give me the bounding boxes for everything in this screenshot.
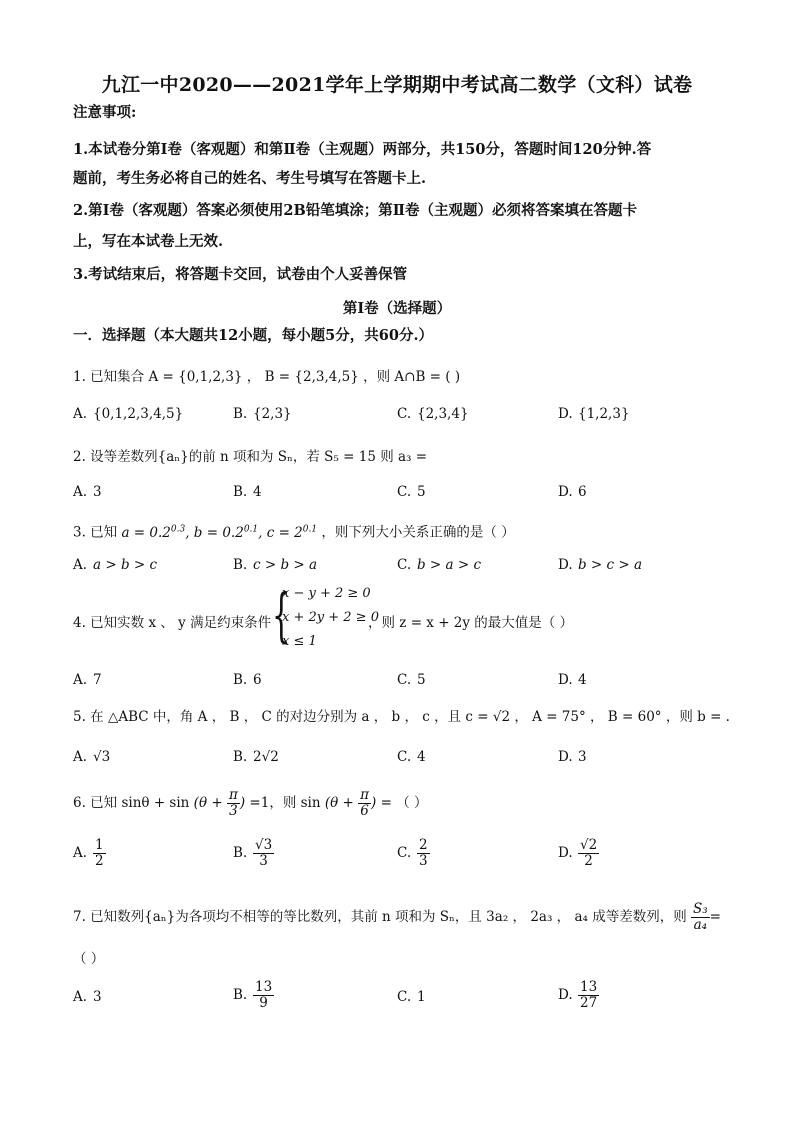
q4-option-b[interactable] [233, 672, 262, 688]
option-text: b > c > a [578, 557, 643, 573]
notes-heading: 注意事项: [73, 104, 137, 121]
option-label: D. [558, 986, 573, 1003]
q6-option-c[interactable] [397, 838, 430, 869]
q4-stem-post: ，则 z = x + 2y 的最大值是（ ） [368, 615, 574, 631]
option-text: {2,3} [253, 406, 292, 422]
option-label: B. [233, 672, 248, 688]
q1-option-c[interactable] [397, 406, 469, 422]
option-text: 4 [578, 672, 587, 688]
option-text: {2,3,4} [417, 406, 469, 422]
note-3: 3.考试结束后，将答题卡交回，试卷由个人妥善保管 [73, 266, 408, 283]
option-label: C. [397, 406, 412, 422]
option-text: 1 [417, 989, 426, 1005]
question-6-stem [73, 788, 428, 819]
q3-option-b[interactable] [233, 557, 317, 573]
q3-formula: $a = 0.2^{0.3}$, $b = 0.2^{0.1}$, $c = 2^{0.1}$ [121, 524, 318, 541]
q3-stem-pre: 3. 已知 [73, 524, 118, 541]
q4-option-c[interactable] [397, 672, 426, 688]
option-label: B. [233, 844, 248, 861]
q6-arg-1: (θ + $\frac{\pi}{3}$ ) [193, 787, 246, 819]
q3-option-c[interactable] [397, 557, 481, 573]
question-3-stem [73, 518, 515, 544]
constraint-1: x − y + 2 ≥ 0 [282, 586, 371, 601]
option-text: 5 [417, 672, 426, 688]
q6-option-a[interactable] [73, 838, 106, 869]
q3-stem-post: ，则下列大小关系正确的是（ ） [321, 524, 515, 541]
option-fraction: $\frac{13}{9}$ [255, 979, 273, 1011]
option-label: C. [397, 749, 412, 765]
option-label: D. [558, 672, 573, 688]
left-brace: { [272, 581, 291, 649]
q7-option-b[interactable] [233, 980, 274, 1011]
option-label: A. [73, 672, 88, 688]
option-fraction: $\frac{1}{2}$ [95, 837, 104, 869]
option-label: B. [233, 484, 248, 500]
option-label: C. [397, 672, 412, 688]
option-label: B. [233, 557, 248, 573]
note-2-line-2: 上，写在本试卷上无效. [73, 233, 224, 250]
option-text: √3 [93, 749, 111, 765]
q5-option-b[interactable] [233, 749, 279, 765]
question-5-stem: 5. 在 △ABC 中，角 A ， B ， C 的对边分别为 a ， b ， c ，且 c = √2 ， A = 75° ， B = 60° ，则 b = . [73, 709, 730, 725]
option-text: 3 [93, 484, 102, 500]
option-text: 6 [578, 484, 587, 500]
q4-option-d[interactable] [558, 672, 587, 688]
q1-option-d[interactable] [558, 406, 630, 422]
option-text: 6 [253, 672, 262, 688]
option-label: B. [233, 406, 248, 422]
q5-option-d[interactable] [558, 749, 587, 765]
q7-fraction: $\frac{\text{S₃}}{\text{a₄}}$ [693, 901, 708, 933]
note-1-line-2: 题前，考生务必将自己的姓名、考生号填写在答题卡上. [73, 170, 427, 187]
option-label: C. [397, 484, 412, 500]
question-7-stem [73, 902, 721, 933]
q6-option-b[interactable] [233, 838, 274, 869]
option-text: {1,2,3} [578, 406, 630, 422]
part-title: 一．选择题（本大题共12小题，每小题5分，共60分.） [73, 327, 433, 344]
q1-option-a[interactable] [73, 406, 183, 422]
option-fraction: $\frac{2}{3}$ [419, 837, 428, 869]
q3-option-d[interactable] [558, 557, 642, 573]
option-text: c > b > a [253, 557, 318, 573]
option-label: A. [73, 989, 88, 1005]
note-1-line-1: 1.本试卷分第Ⅰ卷（客观题）和第Ⅱ卷（主观题）两部分，共150分，答题时间120分钟.答 [73, 141, 652, 158]
option-text: 4 [253, 484, 262, 500]
option-text: {0,1,2,3,4,5} [93, 406, 184, 422]
q6-option-d[interactable] [558, 838, 599, 869]
question-1-stem: 1. 已知集合 A = {0,1,2,3} ， B = {2,3,4,5} ，则 A∩B = ( ) [73, 369, 461, 385]
note-2-line-1: 2.第Ⅰ卷（客观题）答案必须使用2B铅笔填涂；第Ⅱ卷（主观题）必须将答案填在答题卡 [73, 202, 637, 219]
question-2-stem: 2. 设等差数列{aₙ}的前 n 项和为 Sₙ，若 S₅ = 15 则 a₃ = [73, 449, 428, 465]
q6-stem-pre: 6. 已知 sinθ + sin [73, 794, 190, 811]
option-text: a > b > c [93, 557, 158, 573]
option-text: 3 [93, 989, 102, 1005]
section-title: 第Ⅰ卷（选择题） [342, 300, 452, 317]
option-text: b > a > c [417, 557, 482, 573]
q7-paren: （ ） [73, 951, 105, 967]
exam-title: 九江一中2020——2021学年上学期期中考试高二数学（文科）试卷 [101, 74, 693, 96]
option-label: D. [558, 749, 573, 765]
option-label: A. [73, 406, 88, 422]
q2-option-a[interactable] [73, 484, 102, 500]
q2-option-d[interactable] [558, 484, 587, 500]
option-label: C. [397, 844, 412, 861]
option-text: 2√2 [253, 749, 279, 765]
option-fraction: $\frac{√2}{2}$ [580, 837, 598, 869]
option-label: A. [73, 557, 88, 573]
q7-equals: = [709, 908, 721, 925]
option-text: 7 [93, 672, 102, 688]
q7-stem: 7. 已知数列{aₙ}为各项均不相等的等比数列，其前 n 项和为 Sₙ，且 3a₂ ， 2a₃ ， a₄ 成等差数列，则 [73, 908, 687, 925]
q6-stem-post: = （ ） [380, 794, 428, 811]
q2-option-c[interactable] [397, 484, 426, 500]
option-fraction: $\frac{√3}{3}$ [255, 837, 273, 869]
option-text: 3 [578, 749, 587, 765]
q5-option-a[interactable] [73, 749, 110, 765]
option-label: C. [397, 989, 412, 1005]
q4-stem-pre: 4. 已知实数 x 、 y 满足约束条件 [73, 615, 272, 631]
q4-option-a[interactable] [73, 672, 102, 688]
q2-option-b[interactable] [233, 484, 262, 500]
option-label: D. [558, 406, 573, 422]
q7-option-d[interactable] [558, 980, 599, 1011]
option-text: 4 [417, 749, 426, 765]
q3-option-a[interactable] [73, 557, 157, 573]
option-label: A. [73, 484, 88, 500]
option-label: C. [397, 557, 412, 573]
option-label: B. [233, 749, 248, 765]
constraint-2: x + 2y + 2 ≥ 0 [282, 610, 379, 625]
option-label: B. [233, 986, 248, 1003]
q7-option-c[interactable] [397, 989, 426, 1005]
q5-option-c[interactable] [397, 749, 426, 765]
q1-option-b[interactable] [233, 406, 292, 422]
option-label: A. [73, 844, 88, 861]
option-label: D. [558, 484, 573, 500]
constraint-3: x ≤ 1 [282, 634, 317, 649]
q6-stem-mid: =1，则 sin [249, 794, 321, 811]
option-text: 5 [417, 484, 426, 500]
q6-arg-2: (θ + $\frac{\pi}{6}$ ) [324, 787, 377, 819]
option-label: D. [558, 557, 573, 573]
option-label: A. [73, 749, 88, 765]
q7-option-a[interactable] [73, 989, 102, 1005]
option-fraction: $\frac{13}{27}$ [580, 979, 598, 1011]
option-label: D. [558, 844, 573, 861]
